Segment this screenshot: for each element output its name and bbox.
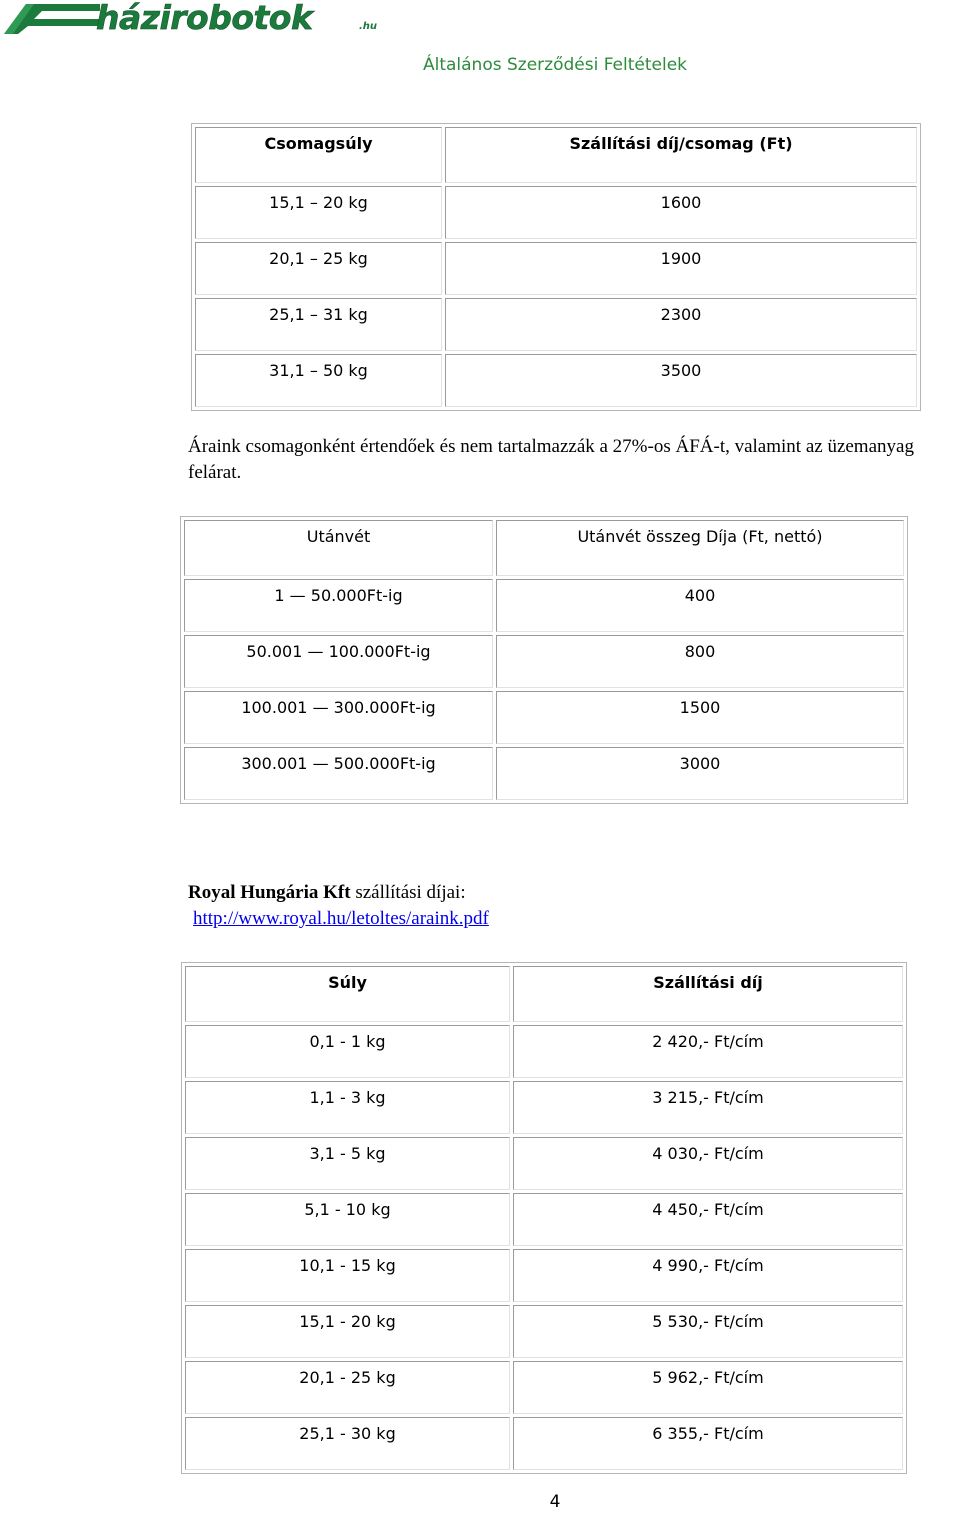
royal-price-link[interactable]: http://www.royal.hu/letoltes/araink.pdf: [193, 908, 489, 929]
header-cell: Súly: [185, 966, 510, 1022]
table-row: [184, 691, 904, 744]
table-row: [185, 1137, 903, 1190]
header-cell: Csomagsúly: [195, 127, 442, 183]
amount-range-cell: 300.001 — 500.000Ft-ig: [184, 747, 493, 800]
weight-fee-table: [191, 123, 921, 411]
table-row: [195, 186, 917, 239]
fee-cell: 6 355,- Ft/cím: [513, 1417, 903, 1470]
weight-cell: 25,1 – 31 kg: [195, 298, 442, 351]
table-row: [195, 298, 917, 351]
table-row: [185, 1417, 903, 1470]
table-row: [185, 1025, 903, 1078]
logo-arrow-icon: [4, 2, 100, 36]
fee-cell: 800: [496, 635, 904, 688]
fee-cell: 1600: [445, 186, 917, 239]
fee-cell: 1900: [445, 242, 917, 295]
royal-heading-suffix: szállítási díjai:: [350, 882, 466, 903]
weight-cell: 20,1 - 25 kg: [185, 1361, 510, 1414]
logo-wordmark: házirobotok: [96, 0, 313, 37]
weight-cell: 31,1 – 50 kg: [195, 354, 442, 407]
header-cell: Utánvét: [184, 520, 493, 576]
weight-cell: 5,1 - 10 kg: [185, 1193, 510, 1246]
weight-cell: 10,1 - 15 kg: [185, 1249, 510, 1302]
fee-cell: 3 215,- Ft/cím: [513, 1081, 903, 1134]
header-cell: Szállítási díj/csomag (Ft): [445, 127, 917, 183]
table-row: [184, 747, 904, 800]
table-row: [195, 354, 917, 407]
fee-cell: 4 990,- Ft/cím: [513, 1249, 903, 1302]
weight-cell: 0,1 - 1 kg: [185, 1025, 510, 1078]
table-row: [185, 1361, 903, 1414]
weight-cell: 15,1 – 20 kg: [195, 186, 442, 239]
table-row: [184, 579, 904, 632]
amount-range-cell: 1 — 50.000Ft-ig: [184, 579, 493, 632]
fee-cell: 2 420,- Ft/cím: [513, 1025, 903, 1078]
fee-cell: 3000: [496, 747, 904, 800]
weight-cell: 25,1 - 30 kg: [185, 1417, 510, 1470]
table-header-row: [185, 966, 903, 1022]
fee-cell: 400: [496, 579, 904, 632]
table-row: [184, 635, 904, 688]
weight-cell: 20,1 – 25 kg: [195, 242, 442, 295]
table-row: [185, 1305, 903, 1358]
site-logo[interactable]: [4, 2, 404, 36]
logo-tld: .hu: [359, 21, 378, 32]
weight-cell: 3,1 - 5 kg: [185, 1137, 510, 1190]
royal-company-name: Royal Hungária Kft: [188, 882, 351, 903]
royal-heading: [188, 880, 466, 906]
amount-range-cell: 100.001 — 300.000Ft-ig: [184, 691, 493, 744]
fee-cell: 2300: [445, 298, 917, 351]
cod-fee-table: [180, 516, 908, 804]
fee-cell: 1500: [496, 691, 904, 744]
fee-cell: 5 962,- Ft/cím: [513, 1361, 903, 1414]
fee-cell: 4 450,- Ft/cím: [513, 1193, 903, 1246]
document-title: Általános Szerződési Feltételek: [422, 55, 688, 75]
fee-cell: 4 030,- Ft/cím: [513, 1137, 903, 1190]
header-cell: Utánvét összeg Díja (Ft, nettó): [496, 520, 904, 576]
table-row: [185, 1193, 903, 1246]
fee-cell: 3500: [445, 354, 917, 407]
amount-range-cell: 50.001 — 100.000Ft-ig: [184, 635, 493, 688]
table-row: [185, 1081, 903, 1134]
page-number: 4: [549, 1492, 561, 1512]
table-row: [195, 242, 917, 295]
price-note: Áraink csomagonként értendőek és nem tartalmazzák a 27%-os ÁFÁ-t, valamint az üzemanyag felárat.: [188, 436, 914, 483]
table-header-row: [195, 127, 917, 183]
weight-cell: 1,1 - 3 kg: [185, 1081, 510, 1134]
header-cell: Szállítási díj: [513, 966, 903, 1022]
fee-cell: 5 530,- Ft/cím: [513, 1305, 903, 1358]
table-row: [185, 1249, 903, 1302]
table-header-row: [184, 520, 904, 576]
royal-fee-table: [181, 962, 907, 1474]
weight-cell: 15,1 - 20 kg: [185, 1305, 510, 1358]
